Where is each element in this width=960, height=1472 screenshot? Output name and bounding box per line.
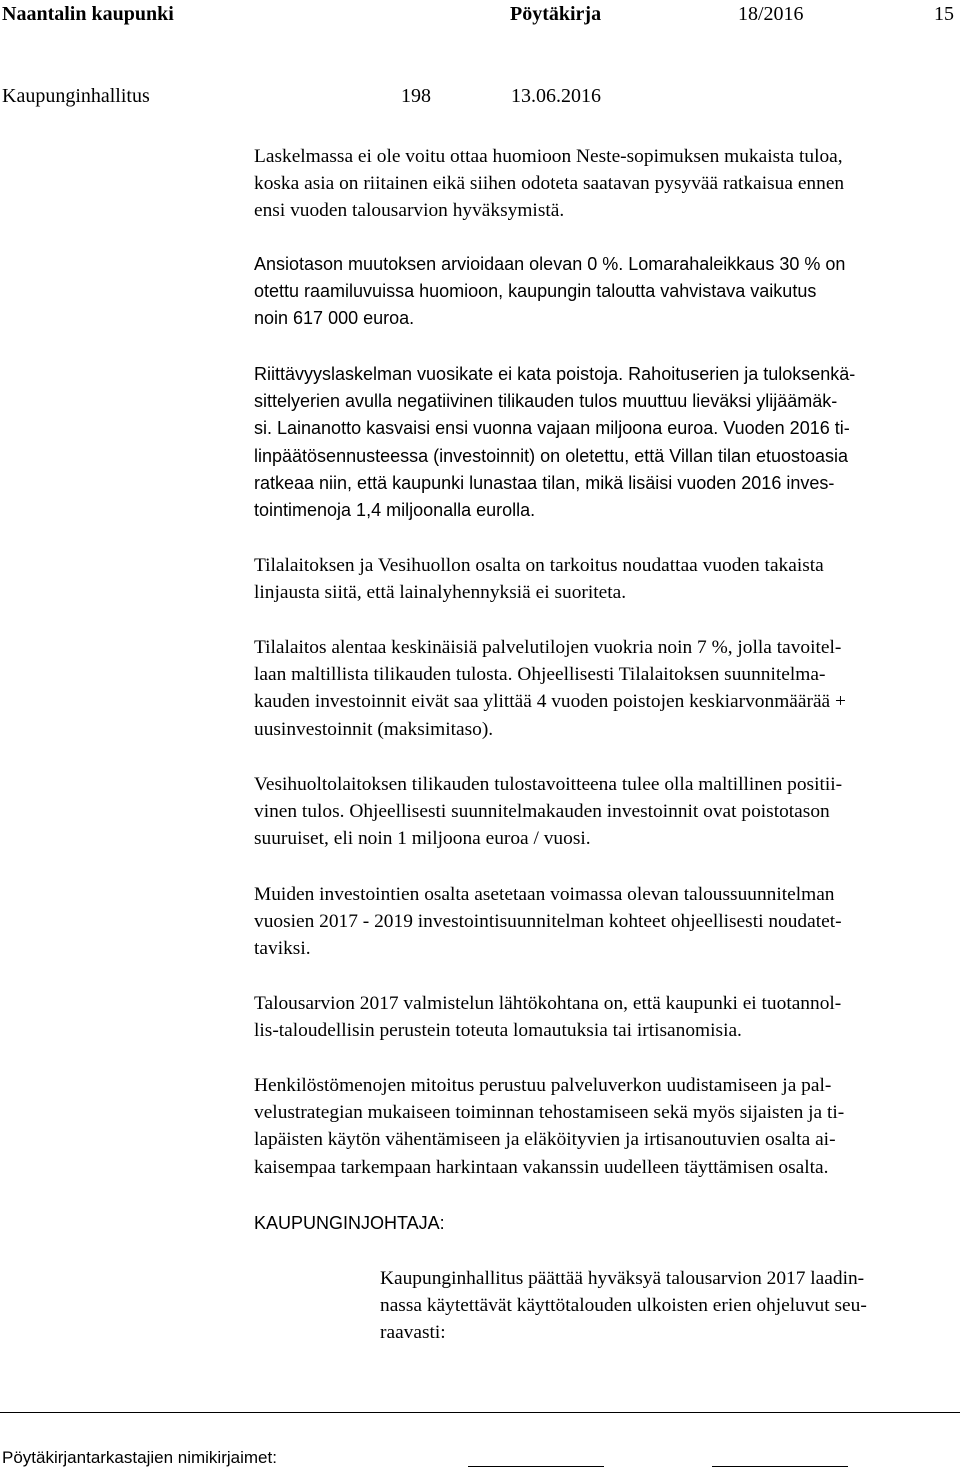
paragraph-ansiotaso: Ansiotason muutoksen arvioidaan olevan 0 %. Lomarahaleikkaus 30 % on otettu raamiluvuissa huomioon, kaupungin taloutta vahvistava vaikutus noin 617 000 euroa.	[254, 254, 846, 329]
paragraph-neste: Laskelmassa ei ole voitu ottaa huomioon Neste-sopimuksen mukaista tuloa, koska asia on riitainen eikä siihen odoteta saatavan pysyvää ratkaisua ennen ensi vuoden talousarvion hyväksymistä.	[254, 146, 845, 222]
paragraph-vesihuoltolaitos: Vesihuoltolaitoksen tilikauden tulostavoitteena tulee olla maltillinen positii- vinen tulos. Ohjeellisesti suunnitelmakauden investoinnit ovat poistotason suuruiset, eli noin 1 miljoona euroa / vuosi.	[254, 774, 843, 850]
signature-line-2	[712, 1466, 848, 1467]
paragraph-riittavyys: Riittävyyslaskelman vuosikate ei kata poistoja. Rahoituserien ja tuloksenkä- sittelyerien avulla negatiivinen tilikauden tulos muuttuu lieväksi ylijäämäk- si. Lainanotto kasvaisi ensi vuonna vajaan miljoona euroa. Vuoden 2016 ti- linpäätösennusteessa (investoinnit) on oletettu, että Villan tilan etuostoasia ratkeaa niin, että kaupunki lunastaa tilan, mikä lisäisi vuoden 2016 inves- tointimenoja 1,4 miljoonalla eurolla.	[254, 364, 856, 521]
paragraph-henkilostomenot: Henkilöstömenojen mitoitus perustuu palveluverkon uudistamiseen ja pal- velustrategian mukaiseen toiminnan tehostamiseen sekä myös sijaisten ja ti- lapäisten käytön vähentämiseen ja eläköityvien ja irtisanoutuvien osalta ai- kaisempaa tarkempaan harkintaan vakanssin uudelleen täyttämisen osalta.	[254, 1075, 845, 1178]
paragraph-tilalaitos-vuokrat: Tilalaitos alentaa keskinäisiä palvelutilojen vuokria noin 7 %, jolla tavoitel- laan maltillista tilikauden tulosta. Ohjeellisesti Tilalaitoksen suunnitelma- kauden investoinnit eivät saa ylittää 4 vuoden poistojen keskiarvonmäärää + uusinvestoinnit (maksimitaso).	[254, 637, 846, 740]
paragraph-lomautukset: Talousarvion 2017 valmistelun lähtökohtana on, että kaupunki ei tuotannol- lis-taloudellisin perustein toteuta lomautuksia tai irtisanomisia.	[254, 993, 842, 1042]
signatures-label: Pöytäkirjantarkastajien nimikirjaimet:	[2, 1448, 277, 1467]
section-number: 198	[401, 85, 431, 107]
page-number: 15	[934, 3, 954, 25]
paragraph-tilalaitos-vesihuolto: Tilalaitoksen ja Vesihuollon osalta on tarkoitus noudattaa vuoden takaista linjausta siitä, että lainalyhennyksiä ei suoriteta.	[254, 555, 824, 604]
document-number: 18/2016	[738, 3, 804, 25]
signature-line-1	[468, 1466, 604, 1467]
speaker-label: KAUPUNGINJOHTAJA:	[254, 1213, 445, 1233]
meeting-date: 13.06.2016	[511, 85, 601, 107]
city-name: Naantalin kaupunki	[2, 3, 174, 25]
footer-divider	[0, 1412, 960, 1413]
document-type: Pöytäkirja	[510, 3, 602, 25]
meeting-body: Kaupunginhallitus	[2, 85, 150, 107]
proposal-text: Kaupunginhallitus päättää hyväksyä talousarvion 2017 laadin- nassa käytettävät käyttötalouden ulkoisten erien ohjeluvut seu- raavasti:	[380, 1268, 867, 1344]
paragraph-muut-investoinnit: Muiden investointien osalta asetetaan voimassa olevan taloussuunnitelman vuosien 2017 - 2019 investointisuunnitelman kohteet ohjeellisesti noudatet- taviksi.	[254, 884, 842, 960]
